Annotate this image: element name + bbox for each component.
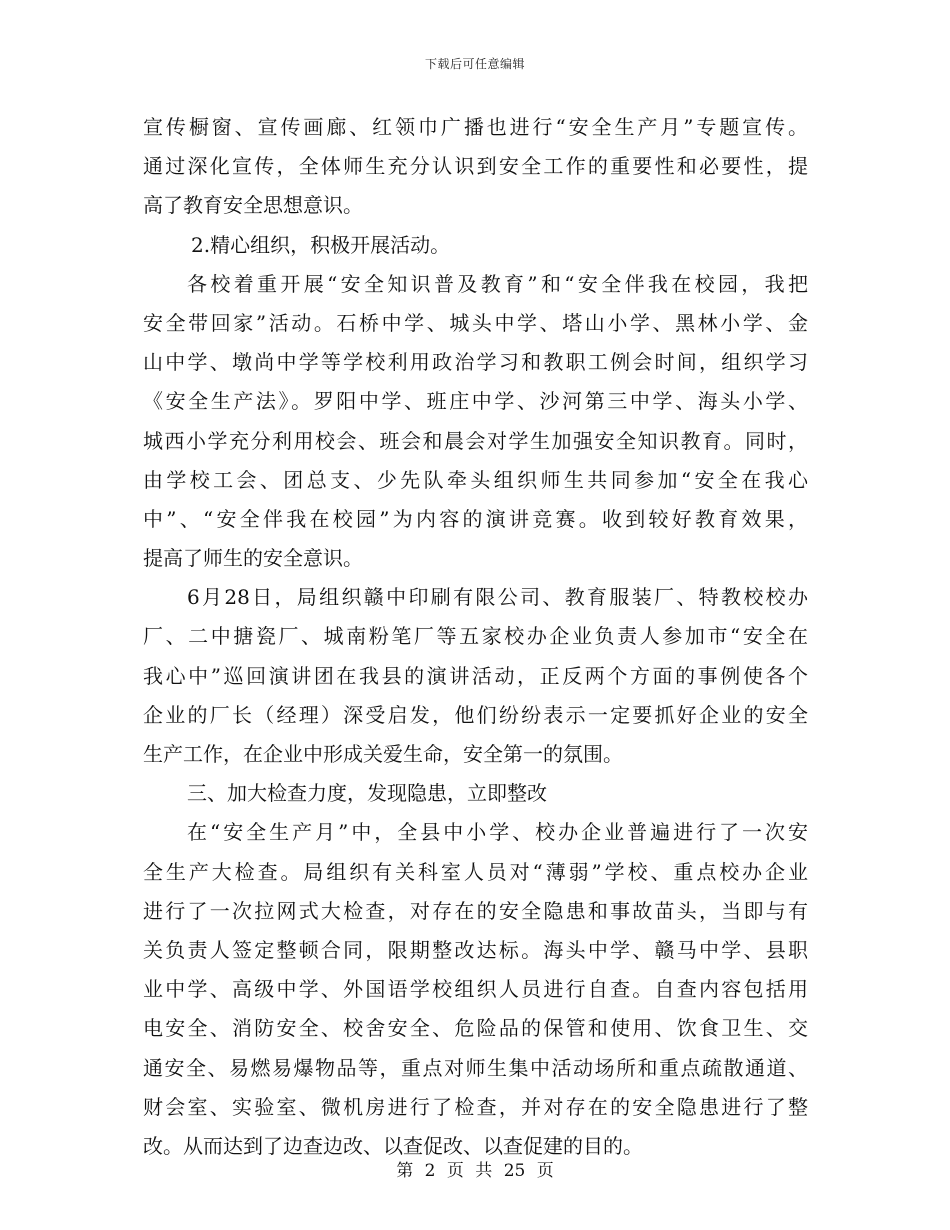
body-text	[143, 108, 808, 1166]
text-line: 生产工作，在企业中形成关爱生命，安全第一的氛围。	[143, 742, 623, 766]
text-line: 企业的厂长（经理）深受启发，他们纷纷表示一定要抓好企业的安全	[143, 702, 808, 727]
text-line: 6月28日，局组织赣中印刷有限公司、教育服装厂、特教校校办	[187, 585, 808, 610]
text-line: 中”、“安全伴我在校园”为内容的演讲竞赛。收到较好教育效果，	[143, 506, 808, 531]
section-heading: 2.精心组织，积极开展活动。	[191, 232, 451, 257]
section-heading: 三、加大检查力度，发现隐患，立即整改	[187, 781, 547, 806]
text-line: 电安全、消防安全、校舍安全、危险品的保管和使用、饮食卫生、交	[143, 1016, 808, 1041]
text-line: 各校着重开展“安全知识普及教育”和“安全伴我在校园，我把	[187, 271, 808, 296]
text-line: 改。从而达到了边查边改、以查促改、以查促建的目的。	[143, 1133, 643, 1158]
text-line: 全生产大检查。局组织有关科室人员对“薄弱”学校、重点校办企业	[143, 859, 808, 884]
text-line: 关负责人签定整顿合同，限期整改达标。海头中学、赣马中学、县职	[143, 937, 808, 962]
text-line: 通安全、易燃易爆物品等，重点对师生集中活动场所和重点疏散通道、	[143, 1055, 808, 1080]
text-line: 厂、二中搪瓷厂、城南粉笔厂等五家校办企业负责人参加市“安全在	[143, 624, 808, 649]
text-line: 城西小学充分利用校会、班会和晨会对学生加强安全知识教育。同时，	[143, 428, 808, 453]
text-line: 财会室、实验室、微机房进行了检查，并对存在的安全隐患进行了整	[143, 1094, 808, 1119]
page-header: 下载后可任意编辑	[424, 57, 525, 71]
text-line: 宣传橱窗、宣传画廊、红领巾广播也进行“安全生产月”专题宣传。	[143, 115, 808, 139]
text-line: 《安全生产法》。罗阳中学、班庄中学、沙河第三中学、海头小学、	[143, 389, 808, 414]
text-line: 山中学、墩尚中学等学校利用政治学习和教职工例会时间，组织学习	[143, 350, 808, 375]
text-line: 在“安全生产月”中，全县中小学、校办企业普遍进行了一次安	[187, 820, 808, 845]
text-line: 业中学、高级中学、外国语学校组织人员进行自查。自查内容包括用	[143, 977, 808, 1002]
text-line: 由学校工会、团总支、少先队牵头组织师生共同参加“安全在我心	[143, 467, 808, 492]
text-line: 安全带回家”活动。石桥中学、城头中学、塔山小学、黑林小学、金	[143, 310, 808, 335]
page-number-footer: 第 2 页 共 25 页	[396, 1161, 554, 1181]
text-line: 高了教育安全思想意识。	[143, 193, 363, 218]
text-line: 提高了师生的安全意识。	[143, 546, 363, 571]
text-line: 通过深化宣传，全体师生充分认识到安全工作的重要性和必要性，提	[143, 154, 808, 179]
text-line: 我心中”巡回演讲团在我县的演讲活动，正反两个方面的事例使各个	[143, 663, 808, 688]
text-line: 进行了一次拉网式大检查，对存在的安全隐患和事故苗头，当即与有	[143, 898, 808, 923]
